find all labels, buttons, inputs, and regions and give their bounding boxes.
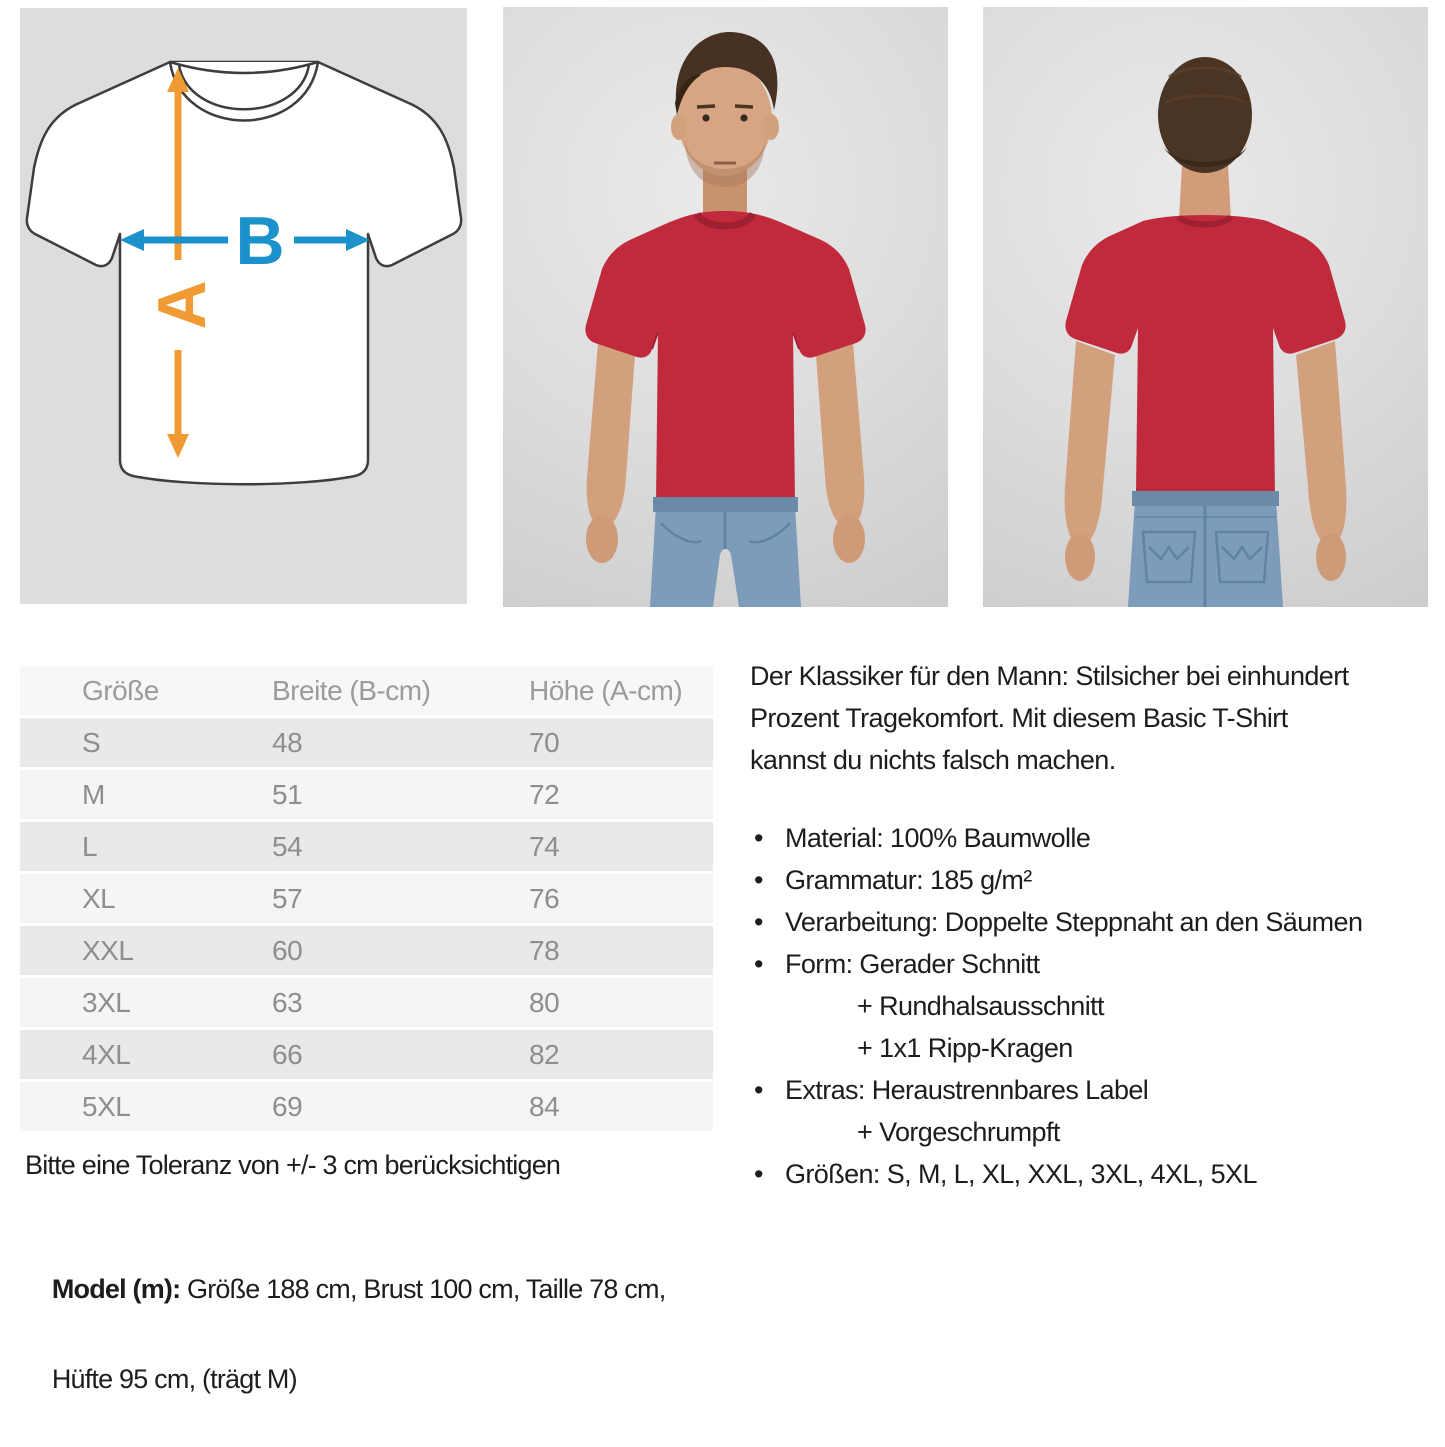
height-cell: 78 <box>467 926 713 975</box>
tolerance-note: Bitte eine Toleranz von +/- 3 cm berücksichtigen <box>25 1150 561 1180</box>
size-row <box>20 718 713 767</box>
intro-line: kannst du nichts falsch machen. <box>750 745 1116 775</box>
size-table-header-row <box>20 666 713 715</box>
size-cell: M <box>20 770 210 819</box>
height-cell: 72 <box>467 770 713 819</box>
model-back-illustration <box>983 7 1428 607</box>
size-cell: 5XL <box>20 1082 210 1131</box>
height-cell: 70 <box>467 718 713 767</box>
height-cell: 82 <box>467 1030 713 1079</box>
intro-line: Prozent Tragekomfort. Mit diesem Basic T-Shirt <box>750 703 1288 733</box>
model-measurements-line2: Hüfte 95 cm, (trägt M) <box>51 1364 297 1394</box>
column-header-size: Größe <box>20 666 210 715</box>
height-cell: 80 <box>467 978 713 1027</box>
feature-form: • Form: Gerader Schnitt <box>750 943 1440 985</box>
width-cell: 66 <box>210 1030 467 1079</box>
intro-line: Der Klassiker für den Mann: Stilsicher bei einhundert <box>750 661 1349 691</box>
model-back-photo <box>983 7 1428 607</box>
product-description <box>750 655 1440 1195</box>
size-row <box>20 978 713 1027</box>
size-cell: XL <box>20 874 210 923</box>
size-cell: 3XL <box>20 978 210 1027</box>
feature-material: • Material: 100% Baumwolle <box>750 817 1440 859</box>
size-row <box>20 822 713 871</box>
feature-extras: • Extras: Heraustrennbares Label <box>750 1069 1440 1111</box>
feature-rippkragen: + 1x1 Ripp-Kragen <box>857 1033 1073 1063</box>
model-measurements-line1: Größe 188 cm, Brust 100 cm, Taille 78 cm, <box>180 1274 666 1304</box>
size-cell: XXL <box>20 926 210 975</box>
width-cell: 63 <box>210 978 467 1027</box>
size-row <box>20 874 713 923</box>
column-header-height: Höhe (A-cm) <box>467 666 713 715</box>
width-label-b: B <box>235 203 285 279</box>
size-cell: 4XL <box>20 1030 210 1079</box>
height-cell: 84 <box>467 1082 713 1131</box>
feature-rundhals: + Rundhalsausschnitt <box>857 991 1104 1021</box>
width-cell: 60 <box>210 926 467 975</box>
height-cell: 76 <box>467 874 713 923</box>
size-row <box>20 1030 713 1079</box>
size-table <box>20 663 713 1134</box>
model-front-illustration <box>503 7 948 607</box>
size-cell: L <box>20 822 210 871</box>
height-cell: 74 <box>467 822 713 871</box>
description-intro <box>750 655 1440 781</box>
width-cell: 51 <box>210 770 467 819</box>
size-cell: S <box>20 718 210 767</box>
width-cell: 69 <box>210 1082 467 1131</box>
width-cell: 57 <box>210 874 467 923</box>
size-row <box>20 770 713 819</box>
size-row <box>20 926 713 975</box>
feature-groessen: • Größen: S, M, L, XL, XXL, 3XL, 4XL, 5XL <box>750 1153 1440 1195</box>
feature-vorgeschrumpft: + Vorgeschrumpft <box>857 1117 1060 1147</box>
model-label: Model (m): <box>51 1274 181 1304</box>
width-cell: 54 <box>210 822 467 871</box>
model-measurements-note <box>25 1222 725 1447</box>
tshirt-outline-drawing <box>20 8 467 604</box>
size-row <box>20 1082 713 1131</box>
feature-grammatur: • Grammatur: 185 g/m² <box>750 859 1440 901</box>
width-cell: 48 <box>210 718 467 767</box>
feature-list <box>750 817 1440 1195</box>
column-header-width: Breite (B-cm) <box>210 666 467 715</box>
model-front-photo <box>503 7 948 607</box>
size-diagram-image <box>20 8 467 604</box>
feature-verarbeitung: • Verarbeitung: Doppelte Steppnaht an den Säumen <box>750 901 1440 943</box>
height-label-a: A <box>144 280 220 330</box>
